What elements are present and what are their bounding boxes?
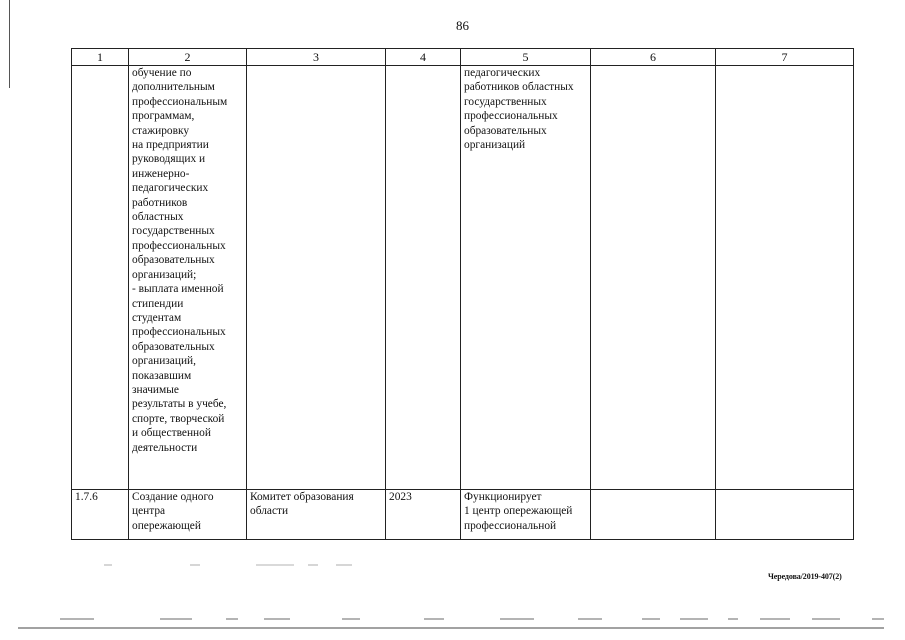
- cell-result: Функционирует 1 центр опережающей профессиональной: [461, 490, 591, 540]
- cell-col7: [716, 490, 854, 540]
- cell-responsible: Комитет образования области: [247, 490, 386, 540]
- cell-number: [72, 66, 129, 490]
- cell-number: 1.7.6: [72, 490, 129, 540]
- column-header: 7: [716, 49, 854, 66]
- column-header: 1: [72, 49, 129, 66]
- cell-result: педагогических работников областных государственных профессиональных образовательных организаций: [461, 66, 591, 490]
- table-row-continued: [72, 66, 854, 490]
- cell-year: [386, 66, 461, 490]
- cell-col7: [716, 66, 854, 490]
- column-header: 5: [461, 49, 591, 66]
- document-footer-code: Чередова/2019-407(2): [768, 572, 842, 581]
- cell-col6: [591, 490, 716, 540]
- column-header: 6: [591, 49, 716, 66]
- cell-col6: [591, 66, 716, 490]
- cell-measure-description: Создание одного центра опережающей: [129, 490, 247, 540]
- cell-responsible: [247, 66, 386, 490]
- column-header: 3: [247, 49, 386, 66]
- table-row-1-7-6: [72, 490, 854, 540]
- scan-margin-mark: [9, 0, 10, 88]
- program-table: [71, 48, 854, 540]
- cell-year: 2023: [386, 490, 461, 540]
- cell-measure-description: обучение по дополнительным профессиональным программам, стажировку на предприятии руководящих и инженерно- педагогических работников областных государственных профессиональных образовательных организаций; - выплата именной стипендии студентам профессиональных образовательных организаций, показавшим значимые результаты в учебе, спорте, творческой и общественной деятельности: [129, 66, 247, 490]
- page-number: 86: [456, 18, 469, 33]
- column-header: 2: [129, 49, 247, 66]
- table-header-row: [72, 49, 854, 66]
- column-header: 4: [386, 49, 461, 66]
